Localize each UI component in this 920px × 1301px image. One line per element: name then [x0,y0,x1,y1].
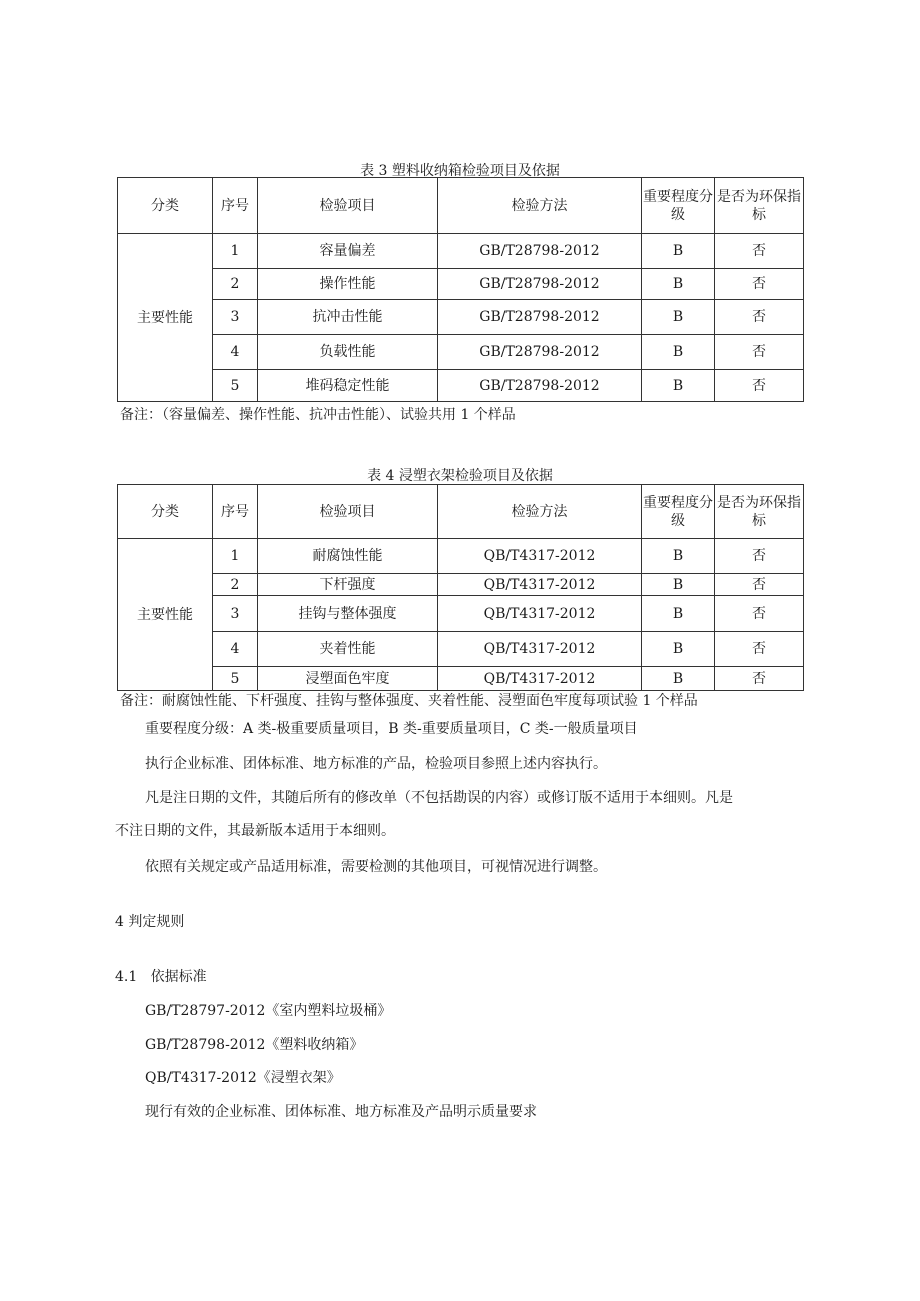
row-method: GB/T28798-2012 [438,370,642,402]
header-no: 序号 [213,178,258,234]
table4 [117,484,804,691]
row-no: 4 [213,632,258,667]
table3-header-row [118,178,804,234]
row-item: 耐腐蚀性能 [258,539,438,574]
row-method: GB/T28798-2012 [438,300,642,335]
header-method: 检验方法 [438,485,642,539]
row-item: 负载性能 [258,335,438,370]
row-env: 否 [715,300,804,335]
row-env: 否 [715,269,804,300]
row-no: 5 [213,370,258,402]
row-env: 否 [715,335,804,370]
row-grade: B [642,667,715,691]
table4-header-row [118,485,804,539]
row-no: 5 [213,667,258,691]
standard-item: 现行有效的企业标准、团体标准、地方标准及产品明示质量要求 [145,1104,537,1120]
table-row [118,300,804,335]
row-no: 2 [213,269,258,300]
row-env: 否 [715,234,804,269]
row-env: 否 [715,596,804,632]
row-item: 容量偏差 [258,234,438,269]
row-grade: B [642,335,715,370]
row-grade: B [642,596,715,632]
row-method: QB/T4317-2012 [438,539,642,574]
row-method: GB/T28798-2012 [438,269,642,300]
header-grade: 重要程度分级 [642,178,715,234]
row-env: 否 [715,667,804,691]
row-env: 否 [715,574,804,596]
header-grade: 重要程度分级 [642,485,715,539]
row-item: 操作性能 [258,269,438,300]
table-row [118,269,804,300]
table4-caption: 表 4 浸塑衣架检验项目及依据 [367,468,553,484]
subsection-heading: 4.1 依据标准 [115,969,207,985]
row-method: QB/T4317-2012 [438,574,642,596]
row-no: 1 [213,234,258,269]
row-method: QB/T4317-2012 [438,596,642,632]
row-method: GB/T28798-2012 [438,234,642,269]
row-grade: B [642,574,715,596]
category-cell: 主要性能 [118,539,213,691]
header-category: 分类 [118,178,213,234]
row-env: 否 [715,539,804,574]
header-item: 检验项目 [258,178,438,234]
row-item: 抗冲击性能 [258,300,438,335]
row-item: 挂钩与整体强度 [258,596,438,632]
standard-item: GB/T28798-2012《塑料收纳箱》 [145,1037,364,1053]
row-env: 否 [715,370,804,402]
dated-docs-line2: 不注日期的文件，其最新版本适用于本细则。 [115,823,395,839]
category-cell: 主要性能 [118,234,213,402]
table-row [118,234,804,269]
header-method: 检验方法 [438,178,642,234]
table-row [118,667,804,691]
row-env: 否 [715,632,804,667]
row-grade: B [642,269,715,300]
row-no: 3 [213,300,258,335]
table3 [117,177,804,402]
standard-item: GB/T28797-2012《室内塑料垃圾桶》 [145,1003,392,1019]
header-env: 是否为环保指标 [715,178,804,234]
row-method: GB/T28798-2012 [438,335,642,370]
row-grade: B [642,370,715,402]
row-method: QB/T4317-2012 [438,667,642,691]
table-row [118,335,804,370]
row-item: 下杆强度 [258,574,438,596]
table3-note: 备注：（容量偏差、操作性能、抗冲击性能）、试验共用 1 个样品 [120,407,516,423]
row-no: 4 [213,335,258,370]
table-row [118,539,804,574]
table-row [118,370,804,402]
table-row [118,632,804,667]
row-grade: B [642,300,715,335]
row-no: 3 [213,596,258,632]
row-method: QB/T4317-2012 [438,632,642,667]
row-grade: B [642,234,715,269]
standard-item: QB/T4317-2012《浸塑衣架》 [145,1070,341,1086]
header-item: 检验项目 [258,485,438,539]
header-env: 是否为环保指标 [715,485,804,539]
row-grade: B [642,632,715,667]
adjust-text: 依照有关规定或产品适用标准，需要检测的其他项目，可视情况进行调整。 [145,859,607,875]
execution-text: 执行企业标准、团体标准、地方标准的产品，检验项目参照上述内容执行。 [145,756,607,772]
section-heading: 4 判定规则 [115,914,185,930]
row-no: 2 [213,574,258,596]
row-item: 夹着性能 [258,632,438,667]
row-no: 1 [213,539,258,574]
table4-note: 备注：耐腐蚀性能、下杆强度、挂钩与整体强度、夹着性能、浸塑面色牢度每项试验 1 个样品 [120,693,698,709]
row-item: 堆码稳定性能 [258,370,438,402]
row-item: 浸塑面色牢度 [258,667,438,691]
header-no: 序号 [213,485,258,539]
header-category: 分类 [118,485,213,539]
row-grade: B [642,539,715,574]
dated-docs-line1: 凡是注日期的文件，其随后所有的修改单（不包括勘误的内容）或修订版不适用于本细则。凡是 [145,790,733,806]
table-row [118,596,804,632]
table3-caption: 表 3 塑料收纳箱检验项目及依据 [360,163,560,179]
table-row [118,574,804,596]
grade-levels-text: 重要程度分级：A 类-极重要质量项目，B 类-重要质量项目，C 类-一般质量项目 [145,721,638,737]
